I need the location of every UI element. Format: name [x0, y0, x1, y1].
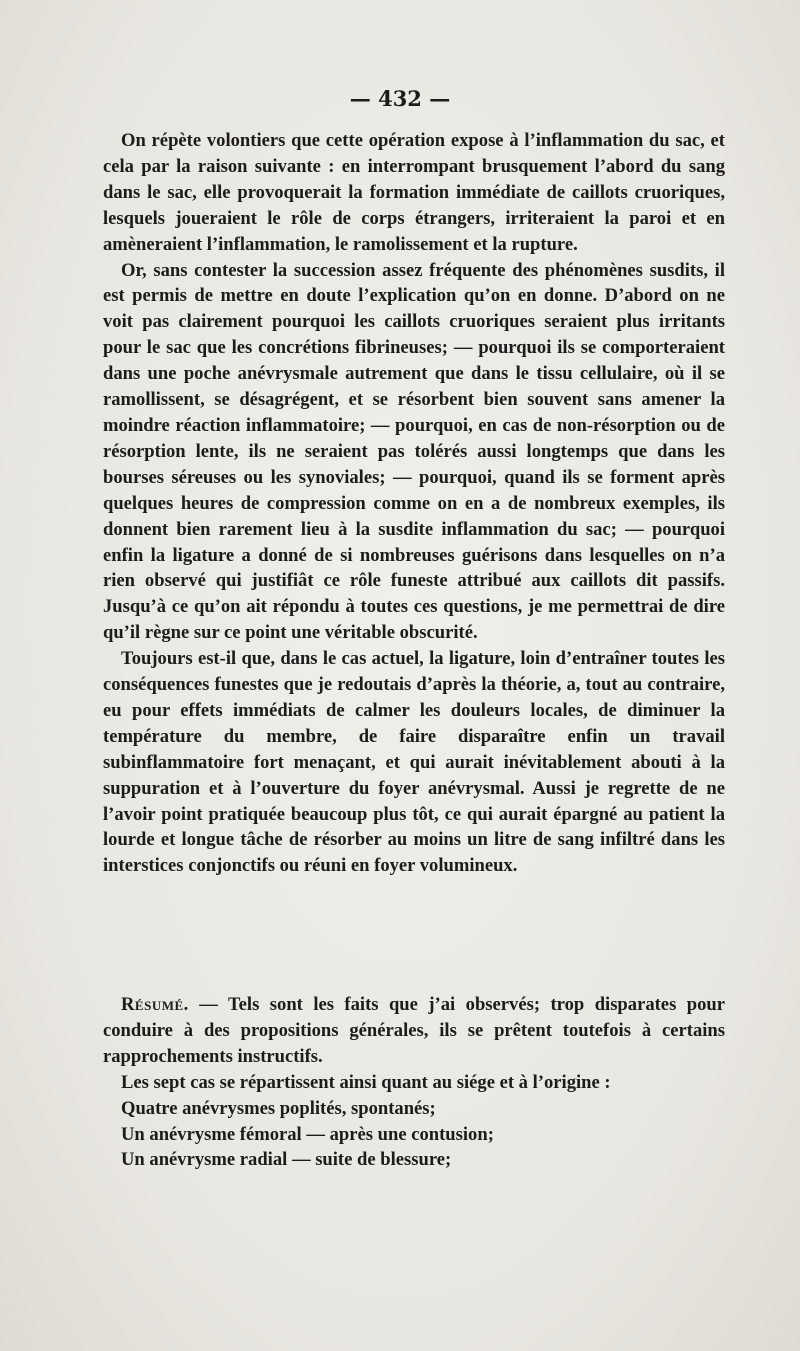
list-item: Un anévrysme radial — suite de blessure;	[121, 1149, 452, 1171]
resume-section	[103, 992, 725, 1173]
resume-heading: Résumé.	[121, 994, 189, 1015]
list-item: Un anévrysme fémoral — après une contusion;	[121, 1123, 494, 1145]
list-item: Quatre anévrysmes poplités, spontanés;	[121, 1097, 436, 1119]
paragraph-1: On répète volontiers que cette opération expose à l’inflammation du sac, et cela par la raison suivante : en interrompant brusquement l’abord du sang dans le sac, elle provoquerait la formation immédiate de caillots cruoriques, lesquels joueraient le rôle de corps étrangers, irriteraient la paroi et en amèneraient l’inflammation, le ramolissement et la rupture.	[103, 130, 725, 255]
resume-intro: Les sept cas se répartissent ainsi quant au siége et à l’origine :	[121, 1071, 611, 1093]
paragraph-3: Toujours est-il que, dans le cas actuel, la ligature, loin d’entraîner toutes les conséquences funestes que je redoutais d’après la théorie, a, tout au contraire, eu pour effets immédiats de calmer les douleurs locales, de diminuer la température du membre, de faire disparaître enfin un travail subinflammatoire fort menaçant, et qui aurait inévitablement abouti à la suppuration et à l’ouverture du foyer anévrysmal. Aussi je regrette de ne l’avoir point pratiquée beaucoup plus tôt, ce qui aurait épargné au patient la lourde et longue tâche de résorber au moins un litre de sang infiltré dans les interstices conjonctifs ou réuni en foyer volumineux.	[103, 648, 725, 877]
resume-text: — Tels sont les faits que j’ai observés; trop disparates pour conduire à des propositions générales, ils se prêtent toutefois à certains rapprochements instructifs.	[103, 994, 725, 1067]
body-text	[103, 128, 725, 879]
paragraph-2: Or, sans contester la succession assez fréquente des phénomènes susdits, il est permis de mettre en doute l’explication qu’on en donne. D’abord on ne voit pas clairement pourquoi les caillots cruoriques seraient plus irritants pour le sac que les concrétions fibrineuses; — pourquoi ils se comporteraient dans une poche anévrysmale autrement que dans le tissu cellulaire, où il se ramollissent, se désagrégent, et se résorbent bien souvent sans amener la moindre réaction inflammatoire; — pourquoi, en cas de non-résorption ou de résorption lente, ils ne seraient pas tolérés aussi longtemps que dans les bourses séreuses ou les synoviales; — pourquoi, quand ils se forment après quelques heures de compression comme on en a de nombreux exemples, ils donnent bien rarement lieu à la susdite inflammation du sac; — pourquoi enfin la ligature a donné de si nombreuses guérisons dans lesquelles on n’a rien observé qui justifiât ce rôle funeste attribué aux caillots dit passifs. Jusqu’à ce qu’on ait répondu à toutes ces questions, je me permettrai de dire qu’il règne sur ce point une véritable obscurité.	[103, 259, 725, 644]
resume-paragraph	[103, 992, 725, 1070]
page-number: — 432 —	[349, 86, 451, 111]
